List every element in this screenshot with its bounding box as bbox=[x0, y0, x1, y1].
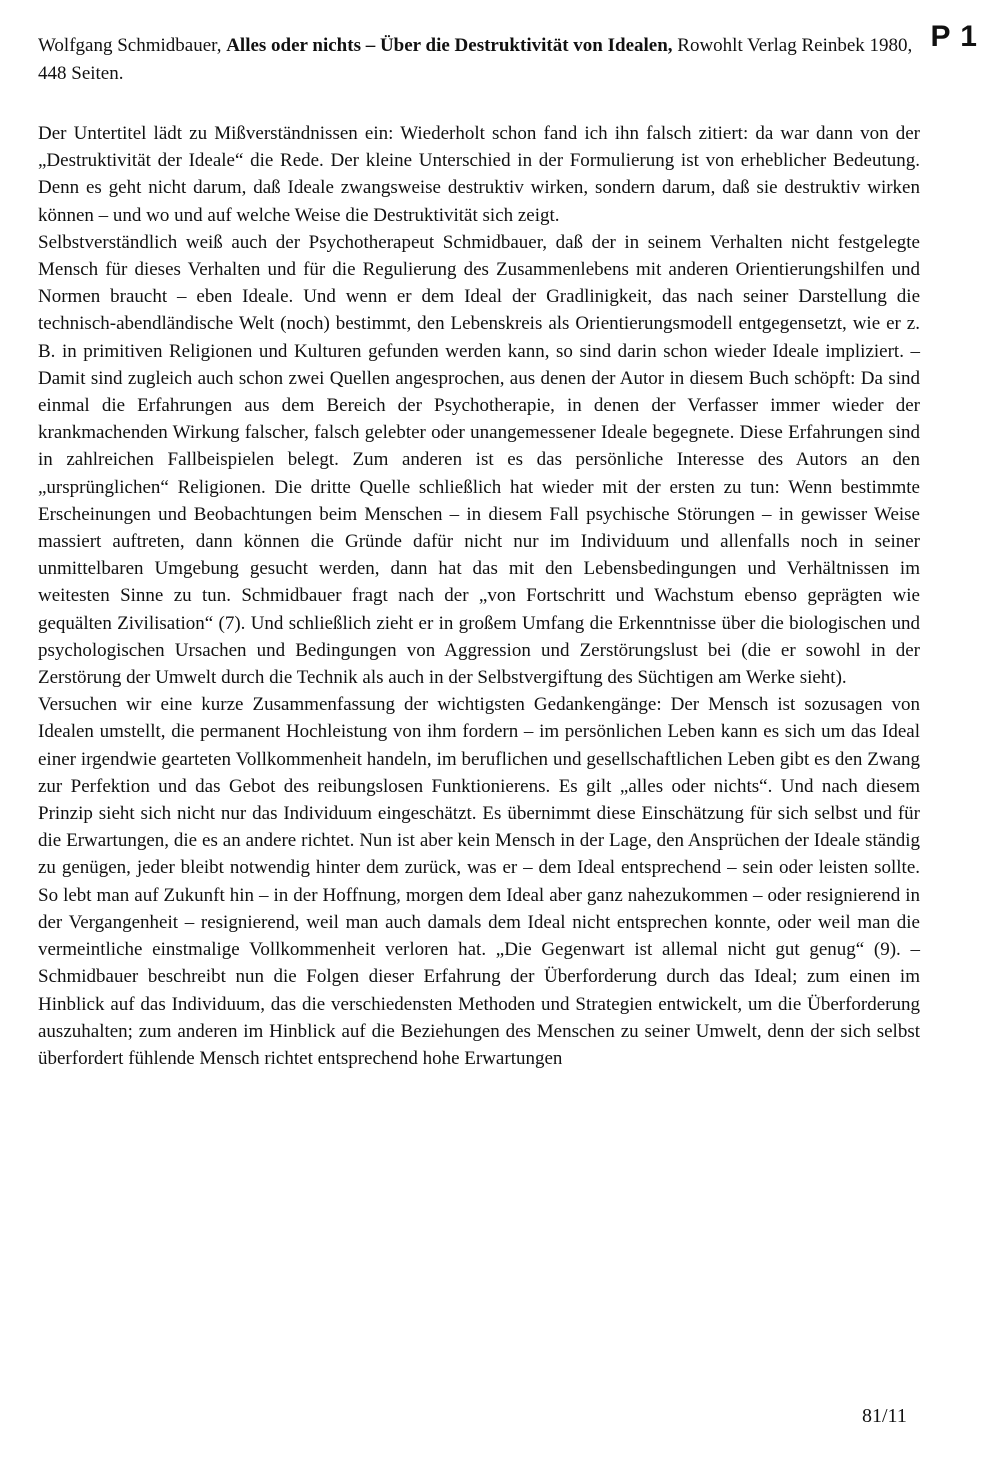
paragraph: Der Untertitel lädt zu Mißverständnissen ein: Wiederholt schon fand ich ihn falsch zitiert: da war dann von der „Destruktivität der Ideale“ die Rede. Der kleine Unterschied in der Formulierung ist von erheblicher Bedeutung. Denn es geht nicht darum, daß Ideale zwangsweise destruktiv wirken, sondern darum, daß sie destruktiv wirken können – und wo und auf welche Weise die Destruktivität sich zeigt. bbox=[38, 123, 920, 226]
review-header bbox=[38, 32, 920, 88]
book-author: Wolfgang Schmidbauer, bbox=[38, 35, 222, 56]
page-code-label: P 1 bbox=[930, 20, 978, 53]
document-content bbox=[38, 32, 920, 1072]
paragraph: Versuchen wir eine kurze Zusammenfassung der wichtigsten Gedankengänge: Der Mensch ist sozusagen von Idealen umstellt, die permanent Hochleistung von ihm fordern – im persönlichen Leben kann es sich um das Ideal einer irgendwie gearteten Vollkommenheit handeln, im beruflichen und gesellschaftlichen Leben gibt es den Zwang zur Perfektion und das Gebot des reibungslosen Funktionierens. Es gilt „alles oder nichts“. Und nach diesem Prinzip sieht sich nicht nur das Individuum eingeschätzt. Es übernimmt diese Einschätzung für sich selbst und für die Erwartungen, die es an andere richtet. Nun ist aber kein Mensch in der Lage, den Ansprüchen der Ideale ständig zu genügen, jeder bleibt notwendig hinter dem zurück, was er – dem Ideal entsprechend – sein oder leisten sollte. So lebt man auf Zukunft hin – in der Hoffnung, morgen dem Ideal aber ganz nahezukommen – oder resignierend in der Vergangenheit – resignierend, weil man auch damals dem Ideal nicht entsprechen konnte, oder weil man die vermeintliche einstmalige Vollkommenheit verloren hat. „Die Gegenwart ist allemal nicht gut genug“ (9). – Schmidbauer beschreibt nun die Folgen dieser Erfahrung der Überforderung durch das Ideal; zum einen im Hinblick auf das Individuum, das die verschiedensten Methoden und Strategien entwickelt, um die Überforderung auszuhalten; zum anderen im Hinblick auf die Beziehungen des Menschen zu seiner Umwelt, denn der sich selbst überfordert fühlende Mensch richtet entsprechend hohe Erwartungen bbox=[38, 694, 920, 1069]
book-title: Alles oder nichts – Über die Destruktivität von Idealen, bbox=[226, 35, 673, 56]
page-number: 81/11 bbox=[862, 1405, 907, 1427]
review-body bbox=[38, 120, 920, 1072]
paragraph: Selbstverständlich weiß auch der Psychotherapeut Schmidbauer, daß der in seinem Verhalten nicht festgelegte Mensch für dieses Verhalten und für die Regulierung des Zusammenlebens mit anderen Orientierungshilfen und Normen braucht – eben Ideale. Und wenn er dem Ideal der Gradlinigkeit, das nach seiner Darstellung die technisch-abendländische Welt (noch) bestimmt, den Lebenskreis als Orientierungsmodell entgegensetzt, wie er z. B. in primitiven Religionen und Kulturen gefunden werden kann, so sind darin schon wieder Ideale impliziert. – Damit sind zugleich auch schon zwei Quellen angesprochen, aus denen der Autor in diesem Buch schöpft: Da sind einmal die Erfahrungen aus dem Bereich der Psychotherapie, in denen der Verfasser immer wieder der krankmachenden Wirkung falscher, falsch gelebter oder unangemessener Ideale begegnete. Diese Erfahrungen sind in zahlreichen Fallbeispielen belegt. Zum anderen ist es das persönliche Interesse des Autors an den „ursprünglichen“ Religionen. Die dritte Quelle schließlich hat wieder mit der ersten zu tun: Wenn bestimmte Erscheinungen und Beobachtungen beim Menschen – in diesem Fall psychische Störungen – in gewisser Weise massiert auftreten, dann können die Gründe dafür nicht nur im Individuum und allenfalls noch in seiner unmittelbaren Umgebung gesucht werden, dann hat das mit den Lebensbedingungen und Verhältnissen im weitesten Sinne zu tun. Schmidbauer fragt nach der „von Fortschritt und Wachstum ebenso geprägten wie gequälten Zivilisation“ (7). Und schließlich zieht er in großem Umfang die Erkenntnisse über die biologischen und psychologischen Ursachen und Bedingungen von Aggression und Zerstörungslust bei (die er sowohl in der Zerstörung der Umwelt durch die Technik als auch in der Selbstvergiftung des Süchtigen am Werke sieht). bbox=[38, 231, 920, 689]
book-publisher: Rowohlt Verlag Reinbek 1980, 448 Seiten. bbox=[38, 35, 913, 84]
